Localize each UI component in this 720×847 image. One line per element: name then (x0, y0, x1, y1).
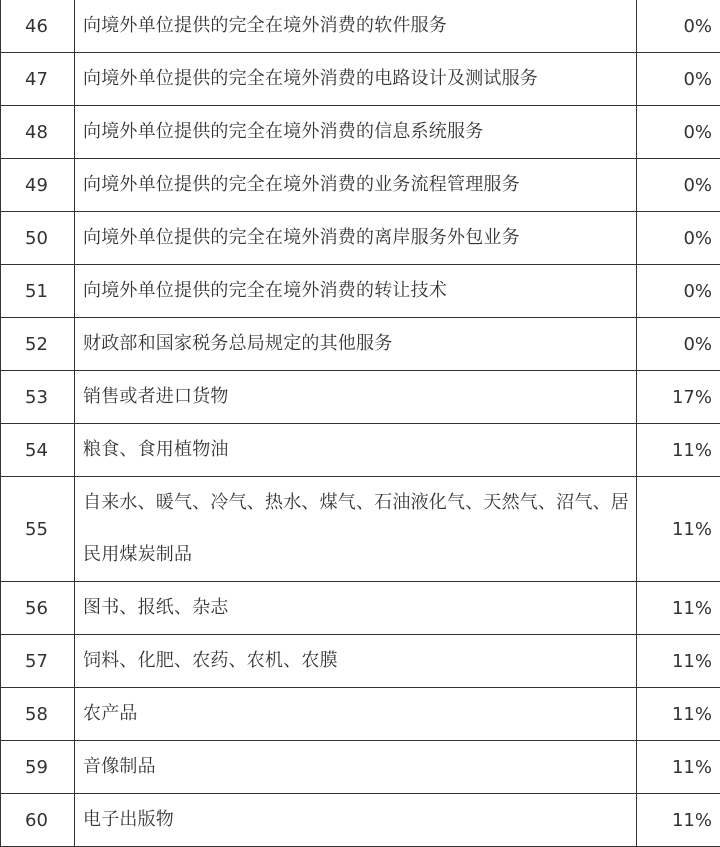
row-number: 60 (1, 794, 75, 847)
row-number: 55 (1, 477, 75, 582)
table-row (1, 741, 720, 794)
table-row (1, 477, 720, 582)
item-description: 向境外单位提供的完全在境外消费的业务流程管理服务 (75, 159, 637, 212)
item-description: 销售或者进口货物 (75, 371, 637, 424)
table-row (1, 0, 720, 53)
item-description: 财政部和国家税务总局规定的其他服务 (75, 318, 637, 371)
table-row (1, 424, 720, 477)
row-number: 47 (1, 53, 75, 106)
tax-rate: 11% (637, 688, 720, 741)
tax-rate: 11% (637, 424, 720, 477)
tax-rate: 0% (637, 159, 720, 212)
tax-rate: 17% (637, 371, 720, 424)
row-number: 57 (1, 635, 75, 688)
tax-rate: 11% (637, 794, 720, 847)
row-number: 49 (1, 159, 75, 212)
table-row (1, 794, 720, 847)
table-row (1, 688, 720, 741)
tax-rate: 0% (637, 212, 720, 265)
item-description: 向境外单位提供的完全在境外消费的离岸服务外包业务 (75, 212, 637, 265)
tax-rate: 11% (637, 635, 720, 688)
table-row (1, 265, 720, 318)
row-number: 54 (1, 424, 75, 477)
table-row (1, 371, 720, 424)
table-row (1, 53, 720, 106)
item-description: 饲料、化肥、农药、农机、农膜 (75, 635, 637, 688)
tax-rate: 0% (637, 53, 720, 106)
table-row (1, 106, 720, 159)
row-number: 46 (1, 0, 75, 53)
row-number: 52 (1, 318, 75, 371)
row-number: 59 (1, 741, 75, 794)
item-description: 向境外单位提供的完全在境外消费的转让技术 (75, 265, 637, 318)
row-number: 48 (1, 106, 75, 159)
row-number: 51 (1, 265, 75, 318)
item-description: 粮食、食用植物油 (75, 424, 637, 477)
tax-rate: 0% (637, 106, 720, 159)
item-description: 电子出版物 (75, 794, 637, 847)
table-row (1, 635, 720, 688)
tax-rate: 11% (637, 741, 720, 794)
row-number: 58 (1, 688, 75, 741)
tax-rate: 11% (637, 477, 720, 582)
table-row (1, 582, 720, 635)
item-description: 向境外单位提供的完全在境外消费的软件服务 (75, 0, 637, 53)
row-number: 50 (1, 212, 75, 265)
tax-rate: 0% (637, 0, 720, 53)
table-row (1, 318, 720, 371)
tax-rate: 11% (637, 582, 720, 635)
item-description: 向境外单位提供的完全在境外消费的信息系统服务 (75, 106, 637, 159)
row-number: 56 (1, 582, 75, 635)
item-description: 图书、报纸、杂志 (75, 582, 637, 635)
table-row (1, 212, 720, 265)
tax-rate: 0% (637, 265, 720, 318)
item-description: 自来水、暖气、冷气、热水、煤气、石油液化气、天然气、沼气、居民用煤炭制品 (75, 477, 637, 582)
item-description: 音像制品 (75, 741, 637, 794)
item-description: 向境外单位提供的完全在境外消费的电路设计及测试服务 (75, 53, 637, 106)
row-number: 53 (1, 371, 75, 424)
tax-rate: 0% (637, 318, 720, 371)
table-body (1, 0, 720, 847)
item-description: 农产品 (75, 688, 637, 741)
table-row (1, 159, 720, 212)
